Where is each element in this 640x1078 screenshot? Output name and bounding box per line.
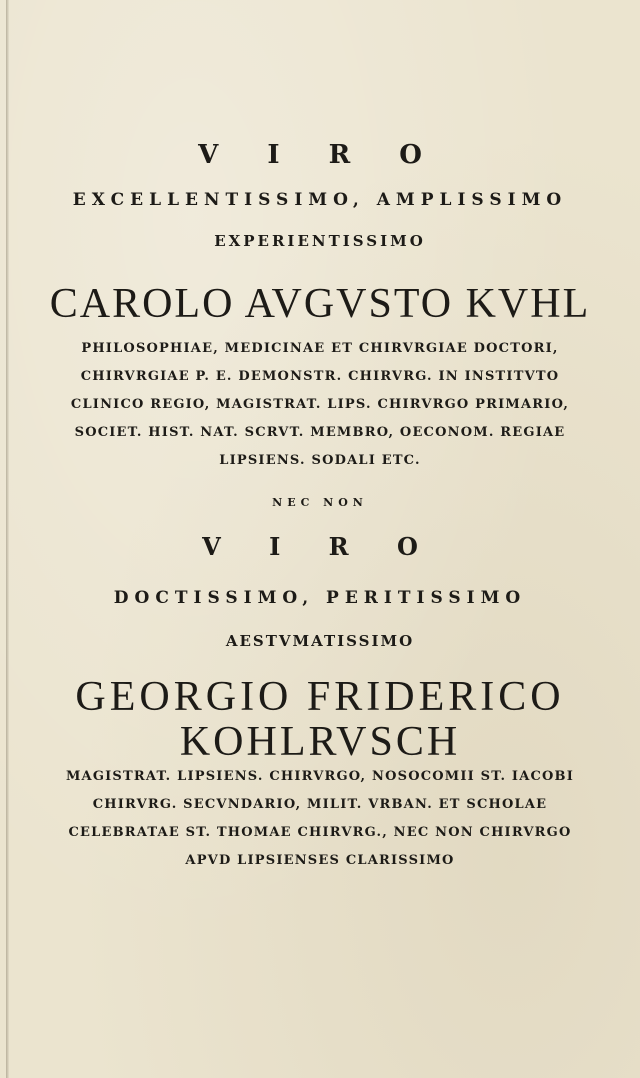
titles-2-line-4: APVD LIPSIENSES CLARISSIMO (185, 853, 455, 868)
titles-1-line-5: LIPSIENS. SODALI ETC. (219, 453, 421, 468)
titles-2-line-1: MAGISTRAT. LIPSIENS. CHIRVRGO, NOSOCOMII ST. IACOBI (65, 769, 575, 784)
honoree-name-2a: GEORGIO FRIDERICO (75, 674, 565, 720)
honoree-name-2b: KOHLRVSCH (179, 719, 461, 765)
titles-2-line-2: CHIRVRG. SECVNDARIO, MILIT. VRBAN. ET SCHOLAE (92, 797, 548, 812)
nec-non-label: NEC NON (272, 496, 368, 509)
epithets-line-2: EXPERIENTISSIMO (214, 232, 426, 250)
epithets-line-4: AESTVMATISSIMO (225, 632, 415, 650)
titles-1-line-1: PHILOSOPHIAE, MEDICINAE ET CHIRVRGIAE DOCTORI, (81, 341, 559, 356)
honoree-name-1: CAROLO AVGVSTO KVHL (49, 281, 591, 327)
viro-heading-2: V I R O (202, 532, 438, 561)
titles-1-line-2: CHIRVRGIAE P. E. DEMONSTR. CHIRVRG. IN INSTITVTO (80, 369, 560, 384)
viro-heading-1: V I R O (198, 140, 442, 170)
titles-1-line-4: SOCIET. HIST. NAT. SCRVT. MEMBRO, OECONOM. REGIAE (74, 425, 566, 440)
titles-1-line-3: CLINICO REGIO, MAGISTRAT. LIPS. CHIRVRGO PRIMARIO, (70, 397, 570, 412)
epithets-line-3: DOCTISSIMO, PERITISSIMO (113, 588, 527, 608)
titles-2-line-3: CELEBRATAE ST. THOMAE CHIRVRG., NEC NON CHIRVRGO (68, 825, 572, 840)
epithets-line-1: EXCELLENTISSIMO, AMPLISSIMO (72, 190, 568, 210)
